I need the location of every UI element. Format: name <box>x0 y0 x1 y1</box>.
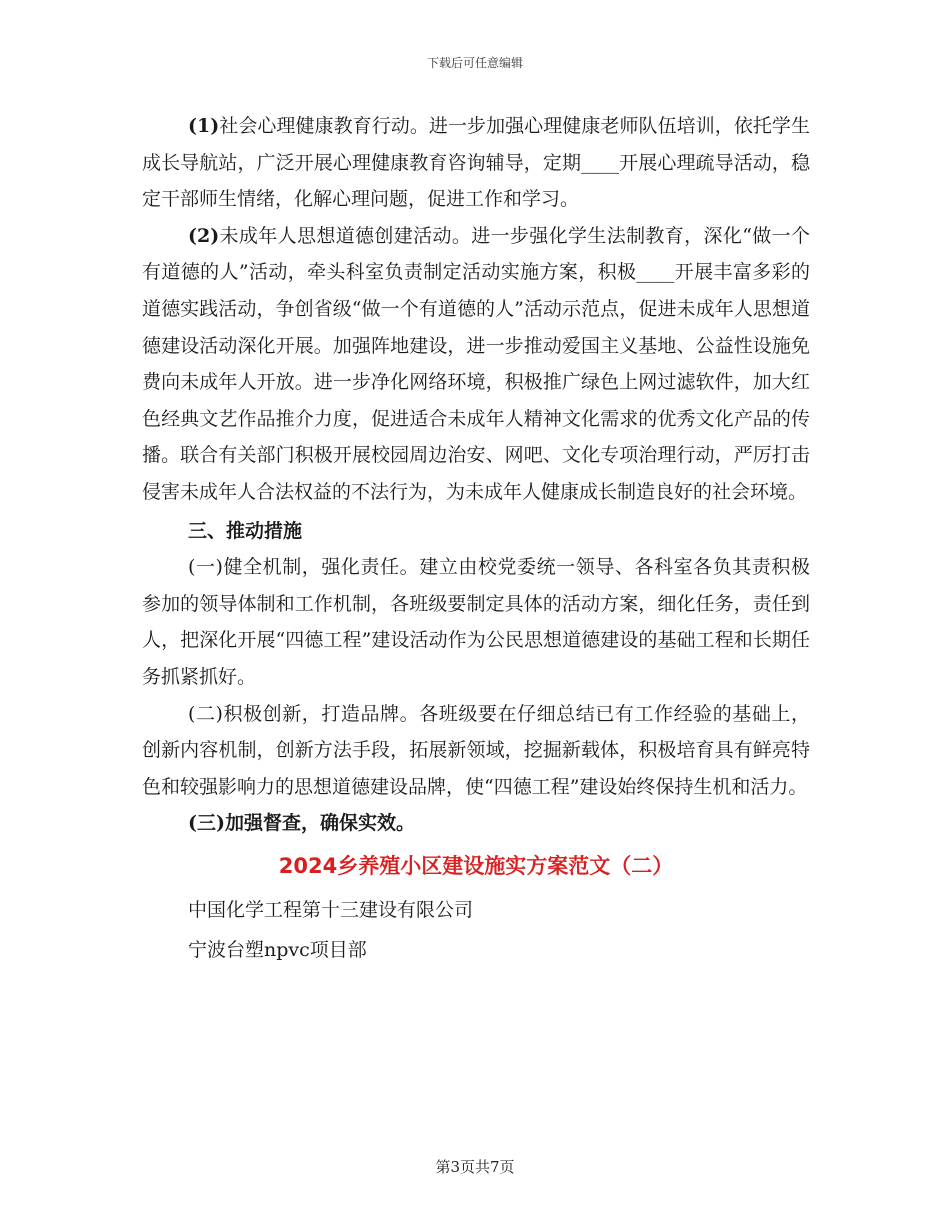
section-heading: 三、推动措施 <box>188 519 303 542</box>
paragraph-1-text: 社会心理健康教育行动。进一步加强心理健康老师队伍培训，依托学生成长导航站，广泛开展心理健康教育咨询辅导，定期____开展心理疏导活动，稳定干部师生情绪，化解心理问题，促进工作和学习。 <box>142 115 810 211</box>
paragraph-1-number: (1) <box>188 115 220 137</box>
paragraph-2 <box>142 218 810 511</box>
project-department: 宁波台塑npvc项目部 <box>188 938 367 961</box>
page-number: 第3页共7页 <box>435 1158 515 1176</box>
measure-2: (二)积极创新，打造品牌。各班级要在仔细总结已有工作经验的基础上，创新内容机制，创新方法手段，拓展新领域，挖掘新载体，积极培育具有鲜亮特色和较强影响力的思想道德建设品牌，使“四德工程”建设始终保持生机和活力。 <box>142 702 810 798</box>
second-document-title: 2024乡养殖小区建设施实方案范文（二） <box>278 853 674 878</box>
document-body <box>142 108 810 970</box>
paragraph-1 <box>142 108 810 218</box>
page-header-note: 下载后可任意编辑 <box>426 56 523 70</box>
company-name: 中国化学工程第十三建设有限公司 <box>188 898 474 921</box>
paragraph-2-number: (2) <box>188 224 220 247</box>
measure-1: (一)健全机制，强化责任。建立由校党委统一领导、各科室各负其责积极参加的领导体制和工作机制，各班级要制定具体的活动方案，细化任务，责任到人，把深化开展“四德工程”建设活动作为公民思想道德建设的基础工程和长期任务抓紧抓好。 <box>142 556 810 688</box>
paragraph-2-text: 未成年人思想道德创建活动。进一步强化学生法制教育，深化“做一个有道德的人”活动，牵头科室负责制定活动实施方案，积极____开展丰富多彩的道德实践活动，争创省级“做一个有道德的人”活动示范点，促进未成年人思想道德建设活动深化开展。加强阵地建设，进一步推动爱国主义基地、公益性设施免费向未成年人开放。进一步净化网络环境，积极推广绿色上网过滤软件，加大红色经典文艺作品推介力度，促进适合未成年人精神文化需求的优秀文化产品的传播。联合有关部门积极开展校园周边治安、网吧、文化专项治理行动，严厉打击侵害未成年人合法权益的不法行为，为未成年人健康成长制造良好的社会环境。 <box>142 224 810 503</box>
measure-3: (三)加强督查，确保实效。 <box>188 812 415 835</box>
